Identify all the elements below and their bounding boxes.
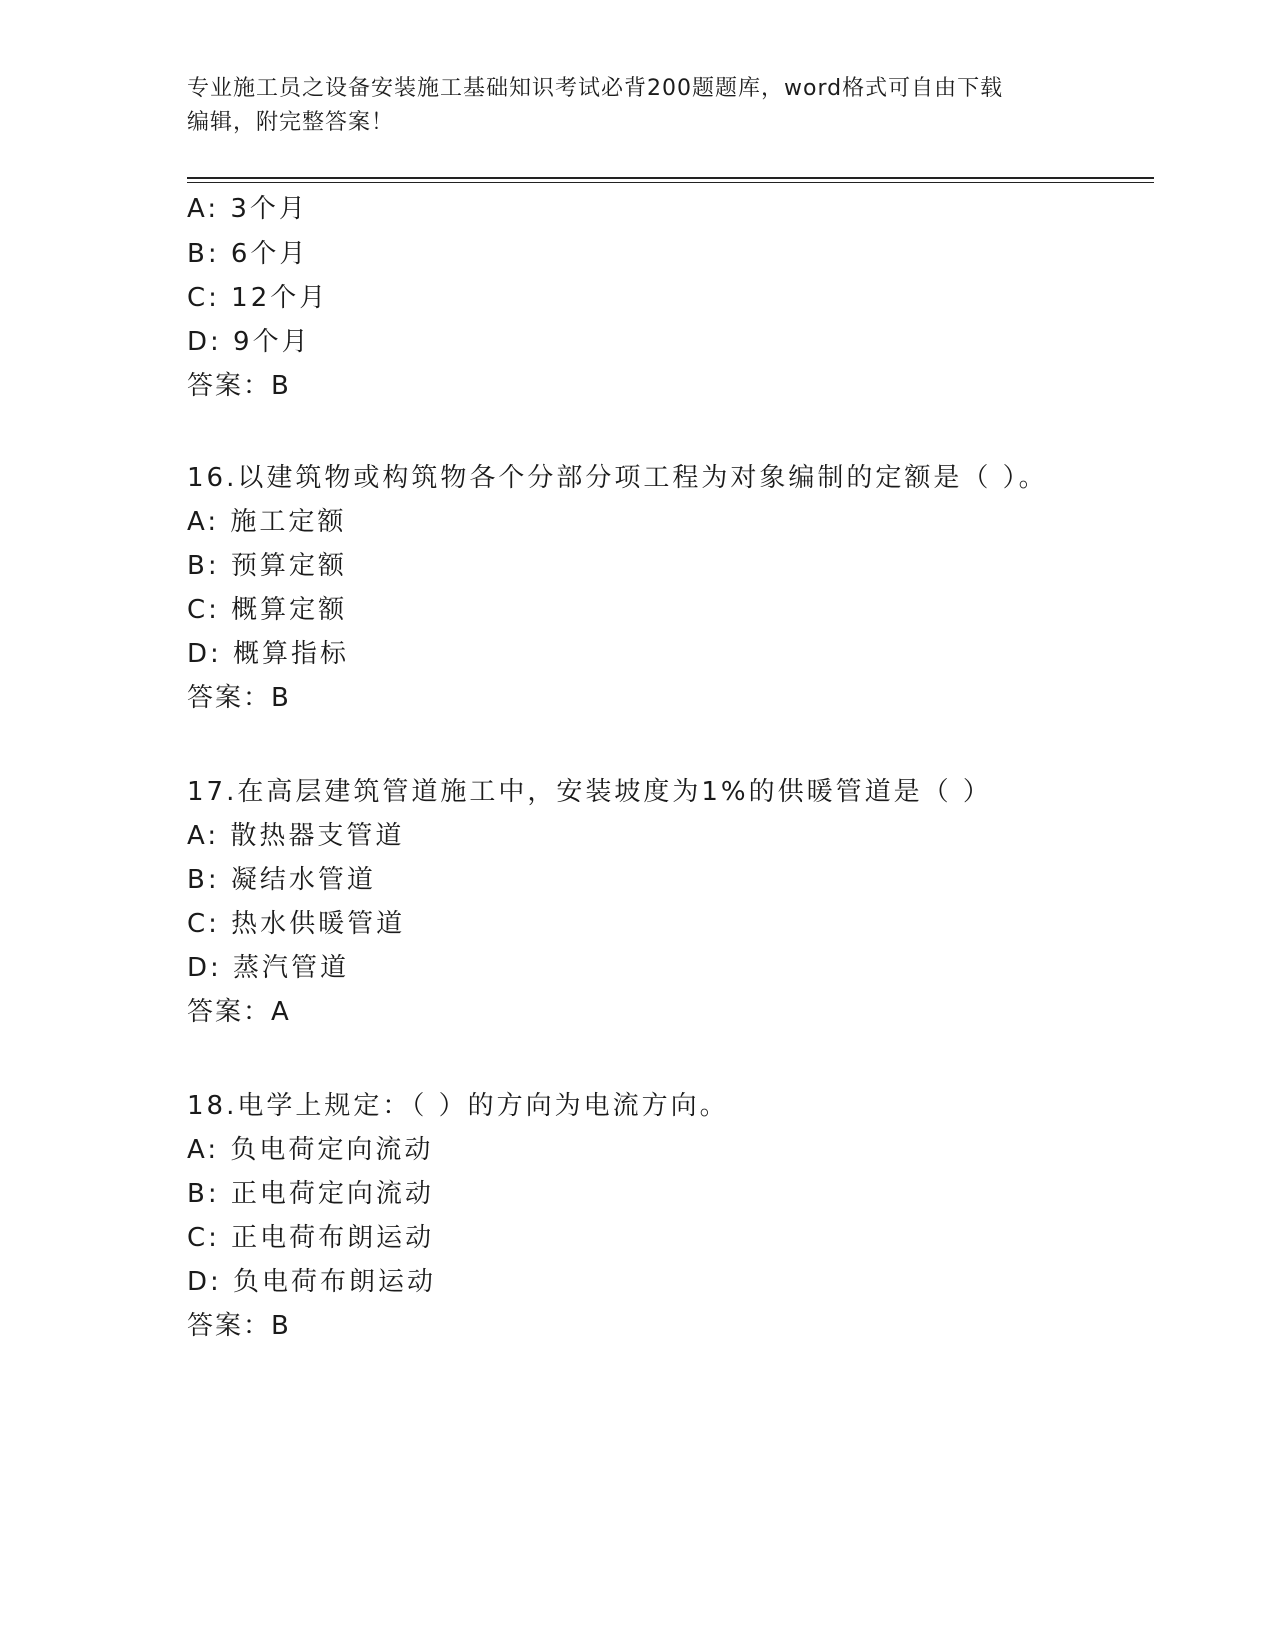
header-title-line-2: 编辑，附完整答案！ — [187, 110, 395, 135]
question-16-stem: 16.以建筑物或构筑物各个分部分项工程为对象编制的定额是（ ）。 — [187, 463, 1048, 493]
question-18-answer: 答案：B — [187, 1311, 291, 1341]
question-16-option-b: B: 预算定额 — [187, 551, 347, 581]
question-17-answer: 答案：A — [187, 997, 291, 1027]
question-18-option-a: A: 负电荷定向流动 — [187, 1135, 434, 1165]
question-18-option-c: C: 正电荷布朗运动 — [187, 1223, 435, 1253]
prev-option-b: B: 6个月 — [187, 239, 309, 269]
question-17-option-a: A: 散热器支管道 — [187, 821, 405, 851]
document-header — [187, 72, 1087, 140]
question-18-option-d: D: 负电荷布朗运动 — [187, 1267, 437, 1297]
question-17-stem: 17.在高层建筑管道施工中，安装坡度为1%的供暖管道是（ ） — [187, 777, 992, 807]
question-16-option-c: C: 概算定额 — [187, 595, 348, 625]
prev-option-a: A: 3个月 — [187, 194, 308, 224]
prev-option-c: C: 12个月 — [187, 283, 329, 313]
prev-answer: 答案：B — [187, 371, 291, 401]
question-17-option-b: B: 凝结水管道 — [187, 865, 376, 895]
header-divider-secondary — [187, 182, 1154, 183]
header-divider — [187, 177, 1154, 179]
question-18-option-b: B: 正电荷定向流动 — [187, 1179, 434, 1209]
question-16-option-a: A: 施工定额 — [187, 507, 347, 537]
question-18-stem: 18.电学上规定：（ ）的方向为电流方向。 — [187, 1091, 729, 1121]
header-title-line-1: 专业施工员之设备安装施工基础知识考试必背200题题库，word格式可自由下载 — [187, 76, 1004, 101]
question-17-option-d: D: 蒸汽管道 — [187, 953, 350, 983]
prev-option-d: D: 9个月 — [187, 327, 311, 357]
question-16-option-d: D: 概算指标 — [187, 639, 350, 669]
question-17-option-c: C: 热水供暖管道 — [187, 909, 406, 939]
question-16-answer: 答案：B — [187, 683, 291, 713]
